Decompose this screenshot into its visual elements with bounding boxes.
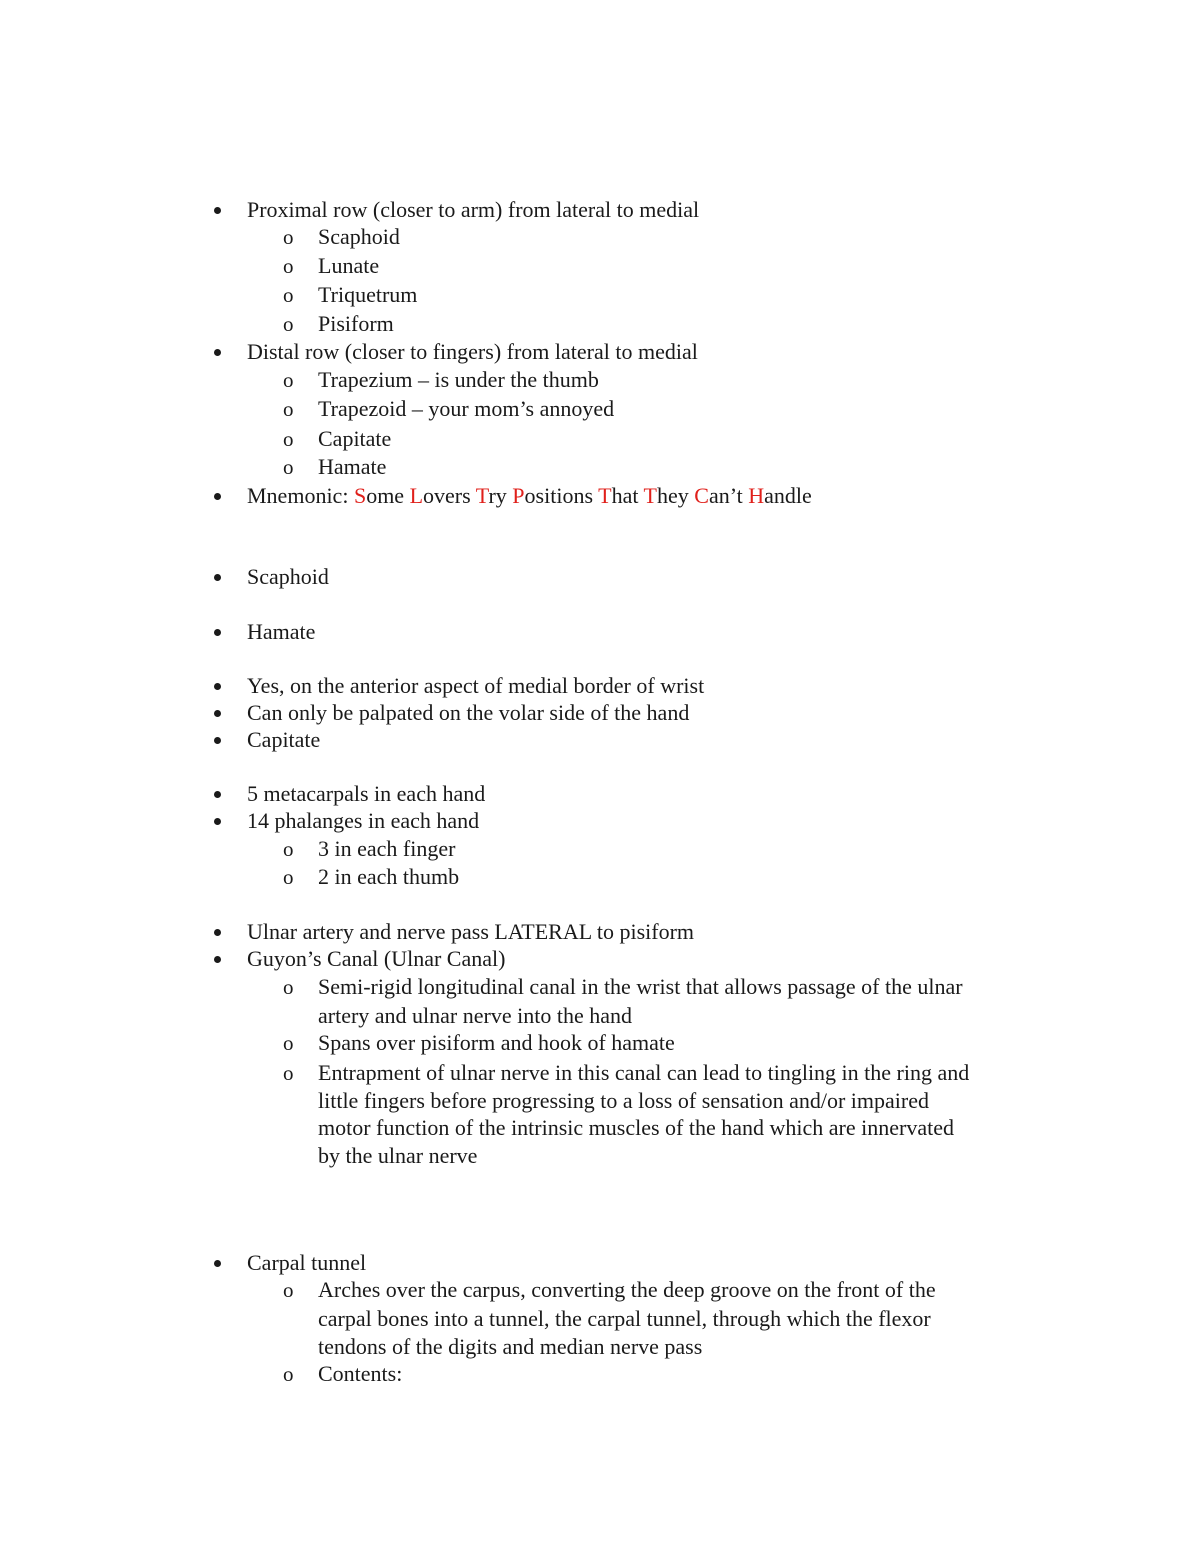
mnemonic-word-rest: andle: [764, 483, 812, 508]
sub-bullet-marker: o: [283, 254, 294, 278]
sub-bullet-item: [283, 1360, 403, 1388]
distal-bone: Trapezium – is under the thumb: [318, 367, 599, 392]
sub-bullet-marker: o: [283, 1278, 294, 1302]
sub-bullet-item: [283, 281, 418, 309]
mnemonic-word-rest: ositions: [524, 483, 599, 508]
sub-bullet-marker: o: [283, 1061, 294, 1085]
bullet-dot-icon: [214, 956, 221, 963]
distal-row-heading: Distal row (closer to fingers) from lateral to medial: [247, 339, 698, 364]
mnemonic-initial: T: [475, 483, 489, 508]
sub-bullet-marker: o: [283, 975, 294, 999]
guyon-detail-continued: motor function of the intrinsic muscles of the hand which are innervated: [318, 1115, 954, 1140]
mnemonic-initial: T: [598, 483, 612, 508]
bullet-item: [247, 338, 698, 366]
bullet-dot-icon: [214, 683, 221, 690]
sub-bullet-item: [283, 973, 963, 1001]
carpal-tunnel-detail: Arches over the carpus, converting the deep groove on the front of the: [318, 1277, 936, 1302]
bullet-dot-icon: [214, 1260, 221, 1267]
metacarpals-text: 5 metacarpals in each hand: [247, 781, 486, 806]
proximal-row-heading: Proximal row (closer to arm) from lateral to medial: [247, 197, 700, 222]
mnemonic-word-rest: hat: [611, 483, 644, 508]
ulnar-artery-text: Ulnar artery and nerve pass LATERAL to pisiform: [247, 919, 695, 944]
bullet-dot-icon: [214, 349, 221, 356]
mnemonic-initial: H: [748, 483, 765, 508]
bullet-dot-icon: [214, 710, 221, 717]
mnemonic-initial: S: [353, 483, 367, 508]
distal-bone: Capitate: [318, 426, 392, 451]
sub-bullet-marker: o: [283, 1031, 294, 1055]
mnemonic-word-rest: an’t: [708, 483, 749, 508]
bullet-dot-icon: [214, 207, 221, 214]
answer-text: Yes, on the anterior aspect of medial border of wrist: [247, 673, 705, 698]
bullet-item: [247, 563, 329, 591]
bullet-dot-icon: [214, 493, 221, 500]
guyon-heading: Guyon’s Canal (Ulnar Canal): [247, 946, 506, 971]
mnemonic-initial: C: [694, 483, 709, 508]
sub-bullet-item: [283, 425, 392, 453]
bullet-item: [247, 196, 699, 224]
sub-bullet-marker: o: [283, 865, 294, 889]
sub-bullet-marker: o: [283, 368, 294, 392]
guyon-detail: Spans over pisiform and hook of hamate: [318, 1030, 675, 1055]
carpal-tunnel-detail: Contents:: [318, 1361, 403, 1386]
bullet-item: [247, 945, 505, 973]
mnemonic-word-rest: ry: [488, 483, 513, 508]
bullet-item: [247, 672, 704, 700]
sub-bullet-item: [283, 1276, 936, 1304]
bullet-dot-icon: [214, 929, 221, 936]
mnemonic-word-rest: overs: [423, 483, 476, 508]
answer-text: Can only be palpated on the volar side of the hand: [247, 700, 690, 725]
sub-bullet-marker: o: [283, 225, 294, 249]
sub-bullet-marker: o: [283, 1362, 294, 1386]
mnemonic-line: [247, 482, 812, 510]
guyon-detail: Semi-rigid longitudinal canal in the wrist that allows passage of the ulnar: [318, 974, 963, 999]
guyon-detail-continued: by the ulnar nerve: [318, 1143, 478, 1168]
bullet-item: [247, 699, 689, 727]
sub-bullet-item: [283, 310, 394, 338]
sub-bullet-item: [283, 1029, 675, 1057]
bullet-item: [247, 726, 320, 754]
sub-bullet-item: [283, 252, 380, 280]
bullet-dot-icon: [214, 574, 221, 581]
distal-bone: Trapezoid – your mom’s annoyed: [318, 396, 615, 421]
carpal-tunnel-detail-continued: tendons of the digits and median nerve pass: [318, 1334, 703, 1359]
bullet-dot-icon: [214, 818, 221, 825]
sub-bullet-marker: o: [283, 312, 294, 336]
bullet-item: [247, 1249, 366, 1277]
sub-bullet-item: [283, 453, 387, 481]
proximal-bone: Pisiform: [318, 311, 394, 336]
phalanges-detail: 3 in each finger: [318, 836, 456, 861]
bullet-dot-icon: [214, 737, 221, 744]
sub-bullet-marker: o: [283, 397, 294, 421]
phalanges-text: 14 phalanges in each hand: [247, 808, 480, 833]
guyon-detail-continued: artery and ulnar nerve into the hand: [318, 1003, 632, 1028]
answer-text: Scaphoid: [247, 564, 329, 589]
bullet-dot-icon: [214, 791, 221, 798]
answer-text: Capitate: [247, 727, 321, 752]
sub-bullet-item: [283, 863, 460, 891]
answer-text: Hamate: [247, 619, 316, 644]
mnemonic-initial: T: [643, 483, 657, 508]
bullet-item: [247, 780, 485, 808]
sub-bullet-item: [283, 366, 599, 394]
carpal-tunnel-detail-continued: carpal bones into a tunnel, the carpal tunnel, through which the flexor: [318, 1306, 931, 1331]
mnemonic-word-rest: ome: [366, 483, 410, 508]
sub-bullet-marker: o: [283, 455, 294, 479]
bullet-dot-icon: [214, 629, 221, 636]
carpal-tunnel-heading: Carpal tunnel: [247, 1250, 367, 1275]
distal-bone: Hamate: [318, 454, 387, 479]
sub-bullet-item: [283, 395, 615, 423]
phalanges-detail: 2 in each thumb: [318, 864, 460, 889]
mnemonic-initial: P: [512, 483, 525, 508]
sub-bullet-marker: o: [283, 427, 294, 451]
guyon-detail: Entrapment of ulnar nerve in this canal can lead to tingling in the ring and: [318, 1060, 970, 1085]
sub-bullet-item: [283, 835, 456, 863]
proximal-bone: Scaphoid: [318, 224, 400, 249]
bullet-item: [247, 807, 479, 835]
sub-bullet-marker: o: [283, 837, 294, 861]
mnemonic-initial: L: [409, 483, 424, 508]
sub-bullet-item: [283, 1059, 970, 1087]
mnemonic-word-rest: hey: [657, 483, 695, 508]
sub-bullet-marker: o: [283, 283, 294, 307]
proximal-bone: Lunate: [318, 253, 380, 278]
guyon-detail-continued: little fingers before progressing to a loss of sensation and/or impaired: [318, 1088, 929, 1113]
bullet-item: [247, 618, 315, 646]
sub-bullet-item: [283, 223, 400, 251]
proximal-bone: Triquetrum: [318, 282, 418, 307]
bullet-item: [247, 918, 694, 946]
mnemonic-label: Mnemonic:: [247, 483, 354, 508]
